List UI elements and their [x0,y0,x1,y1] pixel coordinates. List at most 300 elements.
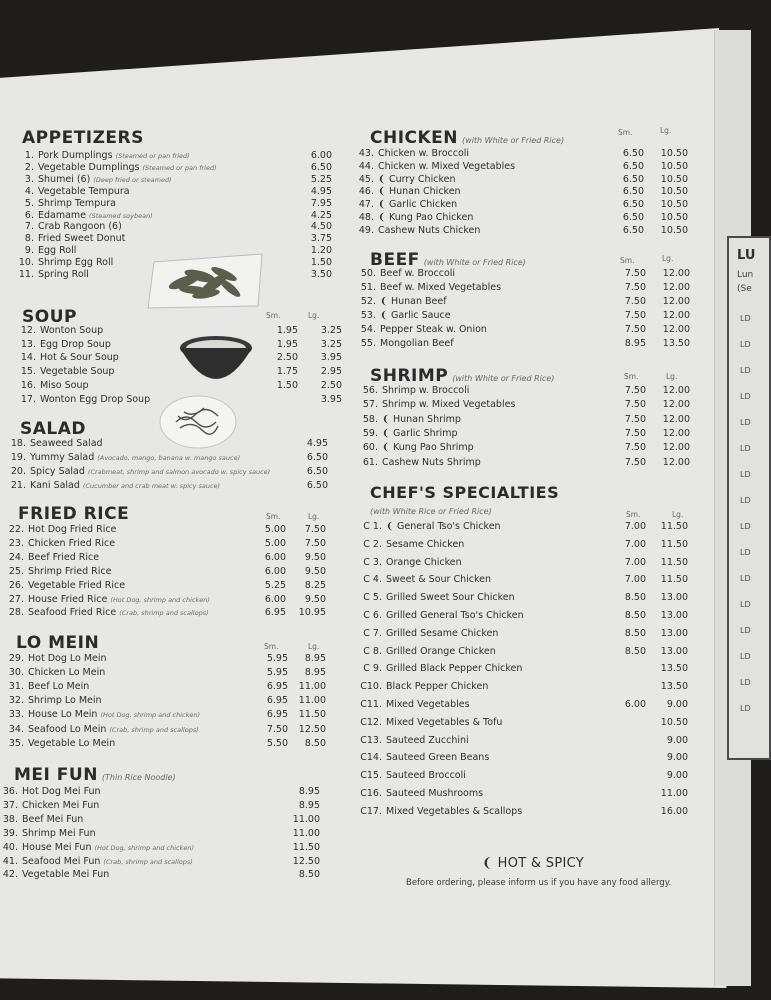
item-price: 11.00 [292,813,320,825]
lo-mein-sm-header: Sm. [264,642,279,651]
item-name-text: Cashew Nuts Shrimp [382,456,481,468]
item-price-large: 10.50 [660,224,688,236]
beef-title [370,250,526,270]
item-price-small: 8.50 [624,592,646,604]
item-number: 58. [362,413,378,425]
item-name [386,646,496,657]
item-price-large: 12.00 [662,385,690,396]
item-name [22,856,193,867]
menu-item-row [2,709,332,723]
menu-item-row [352,557,692,571]
item-name [380,282,501,293]
item-number: C17. [360,805,382,817]
item-price: 8.50 [298,869,320,881]
item-price-large: 3.25 [320,338,342,350]
menu-item-row [14,325,344,339]
item-name-text: Seafood Lo Mein [28,723,107,735]
item-name [28,709,200,720]
item-number: C14. [360,752,382,764]
item-name [380,296,447,307]
item-name [28,681,89,692]
item-number: C 8. [363,645,382,657]
item-price-small: 8.50 [624,610,646,621]
lunch-item-code: LD [740,392,751,401]
item-name-text: Cashew Nuts Chicken [378,224,481,236]
lunch-item-code: LD [740,470,751,479]
item-price-small: 6.95 [266,709,288,721]
item-name [30,438,103,449]
item-number: 19. [10,451,26,463]
item-description: (Crab, shrimp and scallops) [103,857,193,866]
item-price: 11.00 [292,827,320,839]
item-name-text: Garlic Sauce [390,309,451,321]
item-name [22,786,101,797]
item-name-text: Shrimp Egg Roll [38,257,114,269]
item-number: 14. [20,352,36,364]
item-price-small: 6.95 [264,607,286,619]
item-name-text: Beef w. Mixed Vegetables [380,281,502,293]
item-name-text: Sauteed Green Beans [386,752,490,764]
item-name [378,199,457,210]
item-price: 6.00 [310,150,332,161]
item-price-small: 7.50 [624,385,646,396]
item-number: C 3. [363,556,382,568]
item-number: 20. [10,465,26,477]
menu-item-row [14,380,344,394]
item-name-text: Curry Chicken [388,173,456,185]
chili-pepper-icon: ❨ [378,186,389,198]
item-price-large: 12.00 [662,399,690,411]
item-number: 26. [8,579,24,591]
item-name-text: Pork Dumplings [38,150,113,161]
item-price: 7.95 [310,197,332,209]
item-name [40,380,89,391]
item-name [28,738,115,749]
beef-lg-header: Lg. [662,254,674,263]
item-price-small: 6.50 [622,160,644,172]
chili-pepper-icon: ❨ [382,442,393,454]
item-price: 8.95 [298,799,320,811]
item-price: 3.75 [310,233,332,245]
item-price-small: 1.50 [276,379,298,391]
menu-item-row [4,452,334,466]
item-description: (Steamed or pan fried) [115,152,190,160]
item-name-text: Pepper Steak w. Onion [380,323,487,335]
item-name-text: Yummy Salad [30,451,95,463]
menu-item-row [352,806,692,820]
chili-pepper-icon: ❨ [380,309,391,321]
menu-item-row [14,366,344,380]
lunch-item-code: LD [740,574,751,583]
item-price-large: 3.95 [320,352,342,364]
item-name [30,480,220,491]
item-price-small: 7.00 [624,574,646,586]
item-number: 44. [358,160,374,172]
item-price-large: 16.00 [660,805,688,817]
item-name-text: House Fried Rice [28,593,108,605]
appetizers-title: APPETIZERS [22,128,144,148]
shrimp-lg-header: Lg. [666,372,678,381]
item-price: 5.25 [310,173,332,185]
menu-item-row [352,681,692,695]
chili-pepper-icon: ❨ [382,427,393,439]
item-number: 40. [2,841,18,853]
item-description: (Crab, shrimp and scallops) [119,609,209,618]
item-number: 52. [360,295,376,307]
item-price-small: 7.50 [624,295,646,307]
item-name [378,161,515,172]
item-name-text: Chicken w. Mixed Vegetables [378,160,516,172]
item-name [22,869,109,880]
item-price-large: 13.50 [660,681,688,693]
item-price-large: 10.95 [298,607,326,619]
item-price-small: 6.50 [622,186,644,198]
item-price-small: 7.50 [624,281,646,293]
item-name-text: Vegetable Soup [40,366,115,378]
item-name [386,770,466,781]
item-name-text: Chicken Lo Mein [28,667,106,679]
item-number: 41. [2,855,18,867]
item-number: 46. [358,186,374,198]
item-name [40,339,111,350]
item-price-small: 5.50 [266,737,288,749]
item-number: 11. [18,269,34,280]
item-price-small: 7.50 [624,456,646,468]
item-name [38,186,130,197]
item-name [40,394,150,405]
hot-spicy-legend [482,856,584,871]
item-number: 30. [8,667,24,679]
item-name [38,210,153,221]
salad-title: SALAD [20,419,87,439]
item-name [386,557,462,568]
item-name [378,174,455,185]
item-price-large: 13.00 [660,610,688,621]
item-name-text: Mixed Vegetables & Scallops [386,805,523,817]
item-number: 29. [8,653,24,664]
item-price: 6.50 [306,451,328,463]
item-name [28,653,107,664]
chicken-title [370,128,564,148]
menu-item-row [352,628,692,642]
fried-rice-sm-header: Sm. [266,512,281,521]
item-price-small: 7.50 [624,399,646,411]
item-name-text: Shumei (6) [38,173,91,185]
item-price-small: 6.50 [622,148,644,159]
menu-item-row [352,592,692,606]
lunch-item-code: LD [740,496,751,505]
item-number: 57. [362,399,378,411]
item-number: 61. [362,456,378,468]
item-price: 4.50 [310,221,332,233]
item-name [38,245,76,256]
item-number: 43. [358,148,374,159]
item-name-text: Shrimp w. Mixed Vegetables [382,399,516,411]
item-name [386,610,524,621]
fried-rice-title: FRIED RICE [18,504,130,524]
item-number: C10. [360,681,382,693]
lunch-item-code: LD [740,652,751,661]
chili-pepper-icon: ❨ [380,295,391,307]
item-name-text: Grilled Orange Chicken [386,645,496,657]
item-number: C 6. [363,610,382,621]
item-number: 31. [8,681,24,693]
item-price-large: 10.50 [660,716,688,728]
lunch-item-code: LD [740,314,751,323]
menu-item-row [352,663,692,677]
item-number: 33. [8,709,24,721]
menu-item-row [352,574,692,588]
item-name-text: Hunan Chicken [388,186,461,198]
chicken-subtitle: (with White or Fried Rice) [462,136,565,145]
item-name-text: Grilled Sesame Chicken [386,627,499,639]
item-name [382,385,469,396]
item-price-large: 8.50 [304,737,326,749]
item-price-small: 5.95 [266,653,288,664]
item-price-large: 10.50 [660,199,688,211]
menu-item-row [14,394,344,408]
item-price-large: 7.50 [304,537,326,549]
item-name-text: Sauteed Broccoli [386,770,466,782]
item-price-large: 9.00 [666,699,688,710]
item-price: 8.95 [298,786,320,797]
beef-subtitle: (with White or Fried Rice) [423,258,526,267]
item-name-text: Egg Roll [38,245,77,257]
menu-item-row [14,352,344,366]
menu-item-row [0,800,326,814]
item-name [378,225,480,236]
item-number: 37. [2,799,18,811]
item-name [28,524,116,535]
item-price: 6.50 [306,465,328,477]
item-price-small: 6.50 [622,173,644,185]
item-description: (Crab, shrimp and scallops) [109,725,199,734]
item-name-text: Miso Soup [40,379,89,391]
item-price-small: 6.50 [622,224,644,236]
item-name-text: Wonton Egg Drop Soup [40,393,151,405]
menu-item-row [356,456,690,471]
item-name [386,717,502,728]
shrimp-title [370,366,554,386]
item-number: 38. [2,813,18,825]
item-name [380,338,454,349]
menu-item-row [2,607,332,621]
menu-item-row [356,427,690,442]
item-price-small: 7.50 [624,413,646,425]
item-name [386,592,515,603]
chicken-sm-header: Sm. [618,128,633,137]
menu-item-row [352,717,692,731]
item-price-large: 12.00 [662,456,690,468]
menu-item-row [354,337,690,352]
item-name [386,788,483,799]
chili-pepper-icon: ❨ [378,212,389,223]
item-name-text: Sesame Chicken [386,538,465,550]
item-price-small: 1.95 [276,325,298,336]
item-number: 27. [8,593,24,605]
menu-item-row [354,268,690,282]
item-name-text: Kung Pao Shrimp [392,442,474,454]
item-name-text: Garlic Chicken [388,199,458,211]
item-name [380,324,487,335]
item-price-small: 7.00 [624,556,646,568]
lunch-item-code: LD [740,366,751,375]
menu-item-row [2,566,332,580]
item-name [386,663,522,674]
item-name [28,594,210,605]
item-price-large: 11.00 [298,695,326,707]
item-name [28,695,102,706]
item-name [382,442,474,453]
item-name [386,735,469,746]
item-name-text: Vegetable Mei Fun [22,869,110,881]
menu-item-row [4,438,334,452]
item-name [380,268,455,279]
item-number: 49. [358,224,374,236]
item-name-text: Spring Roll [38,269,89,280]
menu-item-row [2,695,332,709]
menu-item-row [352,646,692,660]
item-price-large: 12.50 [298,723,326,735]
item-name [38,198,116,209]
chefs-title: CHEF'S SPECIALTIES [370,483,560,502]
chefs-lg-header: Lg. [672,510,684,519]
item-name-text: House Mei Fun [22,841,92,853]
item-name-text: Egg Drop Soup [40,338,111,350]
chili-pepper-icon: ❨ [482,856,494,871]
item-price-large: 11.50 [298,709,326,721]
item-name [28,607,209,618]
item-price-large: 3.25 [320,325,342,336]
item-number: 7. [24,221,34,233]
item-price-large: 12.00 [662,427,690,439]
item-price-large: 11.00 [298,681,326,693]
chili-pepper-icon: ❨ [382,413,393,425]
lunch-item-code: LD [740,548,751,557]
item-name [38,257,113,268]
item-price: 12.50 [292,855,320,867]
item-number: 53. [360,309,376,321]
item-name-text: Beef Mei Fun [22,813,84,825]
item-name-text: Fried Sweet Donut [38,233,126,245]
item-name [382,457,481,468]
item-number: 25. [8,565,24,577]
item-name-text: Spicy Salad [30,465,85,477]
item-name [28,552,99,563]
item-name [38,221,122,232]
menu-item-row [2,538,332,552]
item-name-text: Mixed Vegetables [386,699,470,710]
item-name [386,752,489,763]
item-price-small: 5.00 [264,524,286,535]
item-price-large: 10.50 [660,186,688,198]
beef-sm-header: Sm. [620,256,635,265]
item-price-large: 11.50 [660,574,688,586]
item-price-small: 8.50 [624,627,646,639]
item-name-text: Hunan Shrimp [392,413,461,425]
menu-item-row [4,480,334,494]
item-number: 28. [8,607,24,619]
menu-item-row [2,653,332,667]
menu-item-row [0,814,326,828]
item-name-text: Orange Chicken [386,556,462,568]
item-name-text: Garlic Shrimp [392,427,458,439]
item-price-small: 7.00 [624,538,646,550]
item-number: 1. [24,150,34,161]
lunch-item-code: LD [740,626,751,635]
item-number: 18. [10,438,26,449]
item-name-text: Kani Salad [30,479,80,491]
item-number: 15. [20,366,36,378]
item-name [40,366,114,377]
item-number: C13. [360,734,382,746]
item-number: 8. [24,233,34,245]
item-price: 4.95 [306,438,328,449]
item-number: C 7. [363,627,382,639]
item-name [386,681,488,692]
item-number: 9. [24,245,34,257]
menu-item-row [2,667,332,681]
menu-item-row [12,269,332,283]
item-number: C 1. [363,521,382,532]
item-price-large: 11.50 [660,538,688,550]
item-name-text: Edamame [38,209,87,221]
lunch-panel-line2: (Se [737,284,752,294]
item-price-small: 6.00 [264,565,286,577]
item-name [30,466,270,477]
item-number: 12. [20,325,36,336]
item-name-text: Sweet & Sour Chicken [386,574,491,586]
item-number: 10. [18,257,34,269]
item-price: 6.50 [306,479,328,491]
item-name-text: Hot Dog Fried Rice [28,524,117,535]
item-number: 42. [2,869,18,881]
item-name [22,828,96,839]
item-number: 17. [20,393,36,405]
item-name-text: Hot & Sour Soup [40,352,119,364]
menu-item-row [352,224,688,239]
item-number: C 4. [363,574,382,586]
chili-pepper-icon: ❨ [378,173,389,185]
item-name-text: Vegetable Lo Mein [28,737,116,749]
item-name [386,539,464,550]
item-name-text: Vegetable Tempura [38,185,130,197]
beef-title-text: BEEF [370,250,420,270]
item-description: (Deep fried or steamed) [93,175,172,184]
menu-item-row [0,856,326,870]
shrimp-sm-header: Sm. [624,372,639,381]
item-price-large: 10.50 [660,173,688,185]
item-number: C15. [360,770,382,782]
item-name-text: Crab Rangoon (6) [38,221,122,233]
item-name [38,162,217,173]
item-price-large: 8.95 [304,667,326,679]
menu-item-row [0,786,326,800]
item-price-small: 7.50 [624,427,646,439]
item-number: C12. [360,716,382,728]
item-number: 47. [358,199,374,211]
item-name [28,667,105,678]
item-price-large: 13.50 [662,337,690,349]
mei-fun-title-text: MEI FUN [14,765,98,785]
item-price-large: 9.00 [666,734,688,746]
item-number: 54. [360,323,376,335]
shrimp-subtitle: (with White or Fried Rice) [452,374,555,383]
soup-lg-header: Lg. [308,311,320,320]
item-price-large: 11.50 [660,521,688,532]
lunch-item-code: LD [740,522,751,531]
menu-item-row [352,539,692,553]
